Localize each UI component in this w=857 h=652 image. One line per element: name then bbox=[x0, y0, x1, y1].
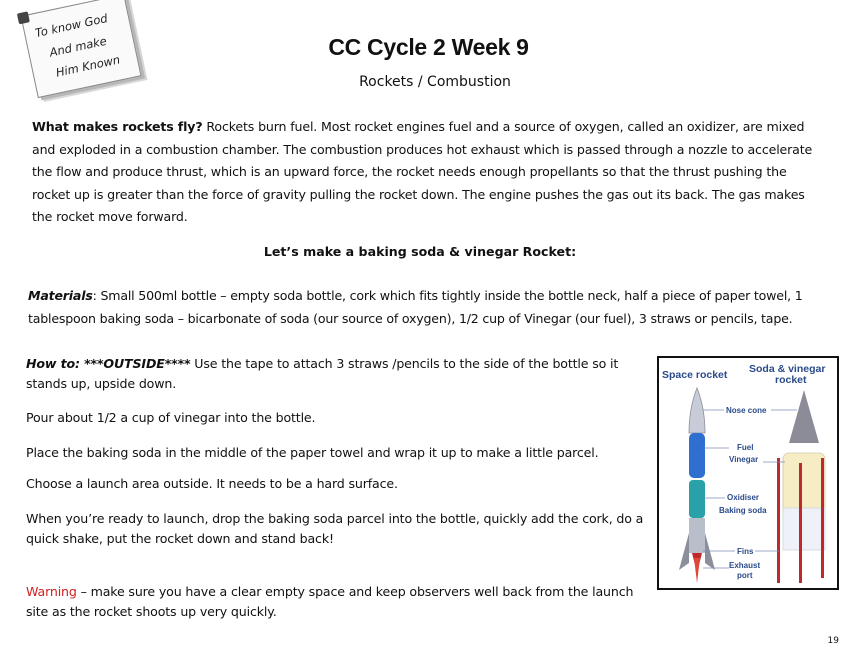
diagram-label-nose-cone: Nose cone bbox=[726, 406, 767, 415]
warning-label: Warning bbox=[26, 584, 77, 599]
intro-lead: What makes rockets fly? bbox=[32, 119, 203, 134]
intro-body: Rockets burn fuel. Most rocket engines fuel and a source of oxygen, called an oxidizer, are mixed and exploded in a combustion chamber. The combustion produces hot exhaust which is passed through a nozzle to accelerate the flow and produce thrust, which is an upward force, the rocket needs enough propellants so that the thrust pushing the rocket up is greater than the force of gravity pulling the rocket down. The engine pushes the gas out its back. The gas makes the rocket move forward. bbox=[32, 119, 813, 225]
page-number: 19 bbox=[827, 636, 839, 646]
howto-step-1-text: Use the tape to attach 3 straws /pencils to the side of the bottle so it stands up, upside down. bbox=[26, 356, 619, 391]
diagram-label-fins: Fins bbox=[737, 547, 754, 556]
warning-body: – make sure you have a clear empty space and keep observers well back from the launch site as the rocket shoots up very quickly. bbox=[26, 584, 634, 619]
diagram-label-oxidiser: Oxidiser bbox=[727, 493, 760, 502]
howto-step-4: Choose a launch area outside. It needs to be a hard surface. bbox=[26, 476, 398, 491]
intro-paragraph bbox=[32, 116, 827, 229]
howto-step-1 bbox=[26, 354, 651, 394]
page-title: CC Cycle 2 Week 9 bbox=[328, 34, 529, 60]
diagram-title-soda-rocket-1: Soda & vinegar bbox=[749, 363, 826, 375]
diagram-label-vinegar: Vinegar bbox=[729, 455, 759, 464]
page-subtitle: Rockets / Combustion bbox=[359, 74, 511, 90]
howto-step-2: Pour about 1/2 a cup of vinegar into the bottle. bbox=[26, 410, 316, 425]
diagram-label-exhaust-1: Exhaust bbox=[729, 561, 761, 570]
space-rocket-illustration bbox=[679, 388, 715, 583]
note-line-2: And make bbox=[48, 33, 108, 60]
diagram-title-soda-rocket-2: rocket bbox=[775, 374, 807, 386]
diagram-title-space-rocket: Space rocket bbox=[662, 369, 728, 381]
pin-icon bbox=[17, 11, 30, 24]
note-line-3: Him Known bbox=[54, 52, 122, 80]
section-heading: Let’s make a baking soda & vinegar Rocket: bbox=[263, 244, 577, 259]
rocket-diagram-svg bbox=[659, 358, 837, 588]
warning-paragraph bbox=[26, 582, 646, 622]
howto-label: How to: ***OUTSIDE**** bbox=[26, 356, 191, 371]
materials-body: : Small 500ml bottle – empty soda bottle, cork which fits tightly inside the bottle neck, half a piece of paper towel, 1 tablespoon baking soda – bicarbonate of soda (our source of oxygen), 1/2 cup of Vinegar (our fuel), 3 straws or pencils, tape. bbox=[28, 288, 803, 326]
howto-step-5: When you’re ready to launch, drop the baking soda parcel into the bottle, quickly add the cork, do a quick shake, put the rocket down and stand back! bbox=[26, 511, 644, 546]
note-line-1: To know God bbox=[33, 11, 109, 41]
materials-paragraph bbox=[28, 284, 843, 330]
rocket-diagram bbox=[657, 356, 839, 590]
howto-step-3: Place the baking soda in the middle of the paper towel and wrap it up to make a little parcel. bbox=[26, 445, 599, 460]
soda-rocket-illustration bbox=[777, 390, 825, 583]
diagram-label-fuel: Fuel bbox=[737, 443, 754, 452]
diagram-label-baking-soda: Baking soda bbox=[719, 506, 767, 515]
materials-label: Materials bbox=[28, 288, 93, 303]
diagram-label-exhaust-2: port bbox=[737, 571, 753, 580]
